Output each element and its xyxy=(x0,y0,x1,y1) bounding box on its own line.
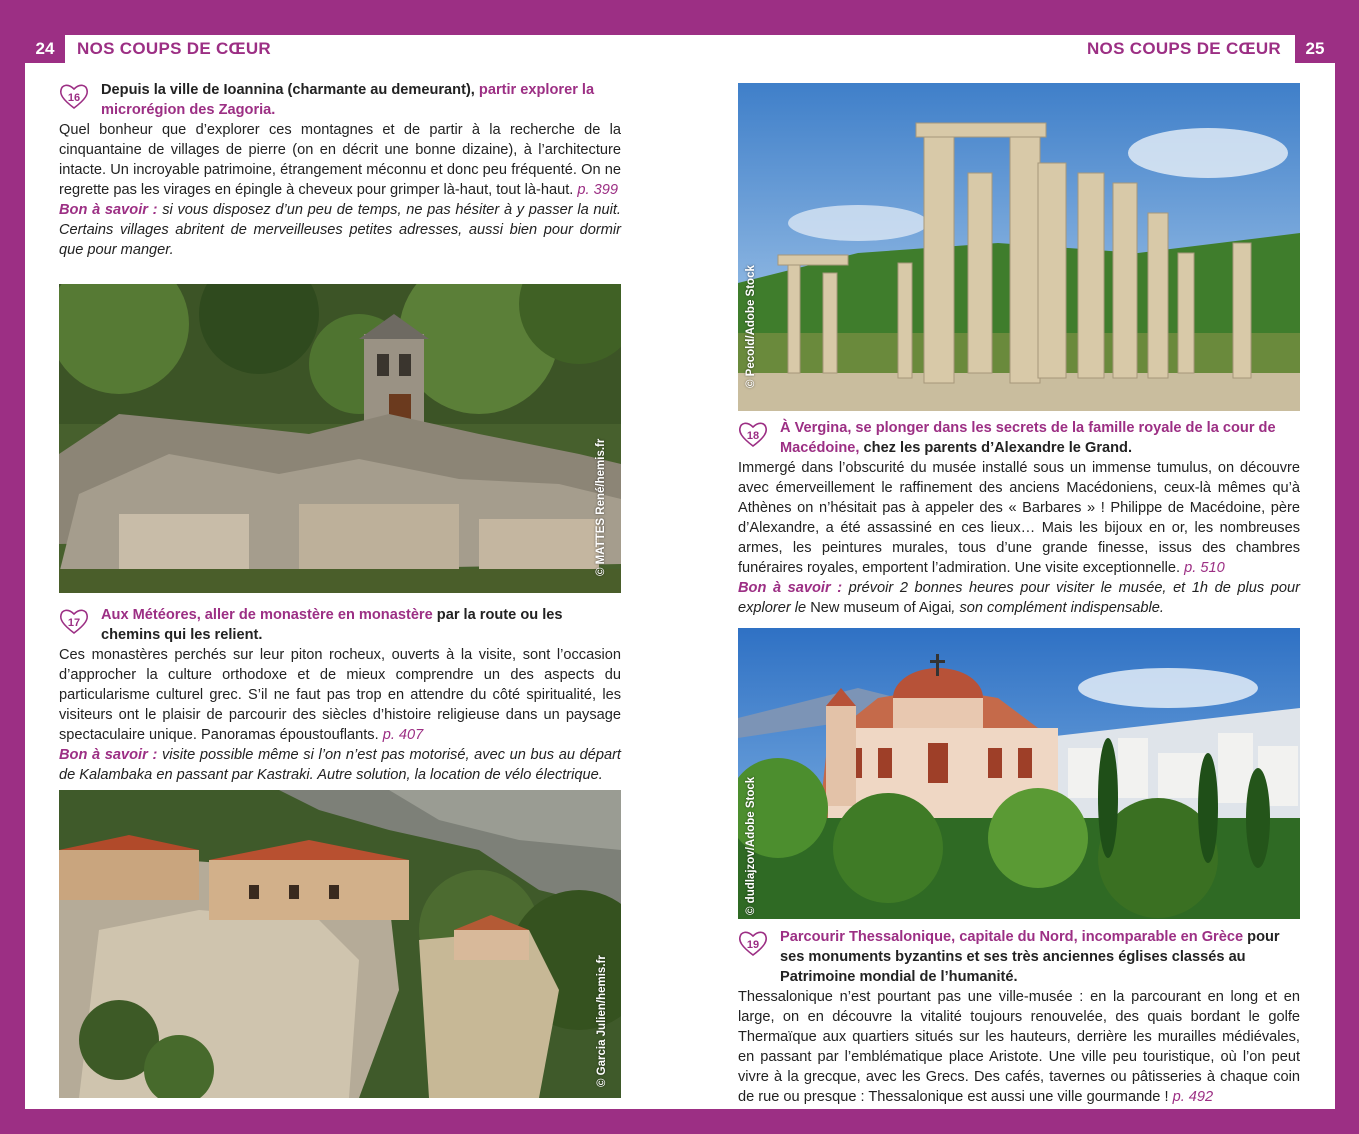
lead-highlight: Aux Météores, aller de monastère en monastère xyxy=(101,607,433,623)
page-reference: p. 510 xyxy=(1184,560,1225,576)
tip-text-end: , son complément indispensable. xyxy=(951,600,1164,616)
item-number: 19 xyxy=(746,939,760,951)
heart-number-badge xyxy=(738,929,768,957)
item-lead xyxy=(101,80,621,120)
item-lead xyxy=(780,927,1300,987)
item-body xyxy=(59,120,621,200)
item-16 xyxy=(59,80,621,260)
photo-credit: © dudlajzov/Adobe Stock xyxy=(745,776,757,915)
item-body xyxy=(59,645,621,745)
page-reference: p. 399 xyxy=(577,182,618,198)
page-reference: p. 492 xyxy=(1172,1089,1214,1105)
item-body xyxy=(738,987,1300,1107)
item-lead xyxy=(780,418,1300,458)
photo-credit: © Garcia Julien/hemis.fr xyxy=(596,955,608,1087)
right-section-title: NOS COUPS DE CŒUR xyxy=(1086,39,1281,58)
tip-text: prévoir 2 bonnes heures pour visiter le musée, et 1h de plus pour explorer le xyxy=(738,580,1300,616)
thessaloniki-church-photo xyxy=(738,628,1300,919)
lead-plain: par la route ou les chemins qui les relient. xyxy=(101,607,563,643)
tip-label: Bon à savoir : xyxy=(738,580,843,596)
lead-highlight: partir explorer la microrégion des Zagoria. xyxy=(101,82,595,118)
left-page-header xyxy=(25,35,271,63)
zagoria-village-photo xyxy=(59,284,621,593)
photo-credit: © Pecold/Adobe Stock xyxy=(745,265,757,388)
item-number: 18 xyxy=(746,430,760,442)
heart-number-badge xyxy=(738,420,768,448)
item-18 xyxy=(738,418,1300,618)
body-text: Quel bonheur que d’explorer ces montagnes et de partir à la recherche de la cinquantaine de villages de pierre (on en décrit une bonne dizaine), à l’architecture intacte. Un incroyable patrimoine, étrangement méconnu et donc peu fréquenté. On ne regrette pas les virages en épingle à cheveux pour grimper là-haut, tout là-haut. xyxy=(59,122,621,198)
lead-highlight: Parcourir Thessalonique, capitale du Nord, incomparable en Grèce xyxy=(780,929,1244,945)
vergina-palace-ruins-photo xyxy=(738,83,1300,411)
heart-number-badge xyxy=(59,607,89,635)
item-number: 16 xyxy=(67,92,81,104)
tip xyxy=(59,745,621,785)
body-text: Thessalonique n’est pourtant pas une ville-musée : en la parcourant en long et en large, on en découvre la vitalité toujours renouvelée, des quais bordant le golfe Thermaïque aux quartiers situés sur les hauteurs, derrière les murailles médiévales, en passant par l’emblématique place Aristote. Une ville peu touristique, où l’on peut vivre à la grecque, avec les Grecs. Des cafés, tavernes ou pâtisseries à chaque coin de rue ou presque : Thessalonique est aussi une ville gourmande ! xyxy=(738,989,1300,1105)
left-section-title: NOS COUPS DE CŒUR xyxy=(77,39,272,58)
item-number: 17 xyxy=(67,617,81,629)
tip-museum-name: New museum of Aigai xyxy=(810,600,952,616)
lead-plain: pour ses monuments byzantins et ses très anciennes églises classés au Patrimoine mondial de l’humanité. xyxy=(780,929,1280,985)
lead-plain: Depuis la ville de Ioannina (charmante au demeurant), xyxy=(101,82,479,98)
lead-plain: chez les parents d’Alexandre le Grand. xyxy=(859,440,1132,456)
tip-label: Bon à savoir : xyxy=(59,202,158,218)
lead-highlight: À Vergina, se plonger dans les secrets de la famille royale de la cour de Macédoine, xyxy=(780,420,1276,456)
item-lead xyxy=(101,605,621,645)
tip-text: si vous disposez d’un peu de temps, ne pas hésiter à y passer la nuit. Certains villages abritent de merveilleuses petites adresses, aussi bien pour dormir que pour manger. xyxy=(59,202,621,258)
left-page-number: 24 xyxy=(25,35,65,63)
page-reference: p. 407 xyxy=(382,727,424,743)
tip xyxy=(738,578,1300,618)
meteora-monastery-photo xyxy=(59,790,621,1098)
tip-label: Bon à savoir : xyxy=(59,747,158,763)
body-text: Ces monastères perchés sur leur piton rocheux, ouverts à la visite, sont l’occasion d’approcher la culture orthodoxe et de mieux comprendre un des aspects du particularisme culturel grec. S’il ne faut pas trop en attendre du côté spiritualité, les visiteurs ont le plaisir de parcourir des siècles d’histoire religieuse dans un paysage spectaculaire unique. Panoramas époustouflants. xyxy=(59,647,621,743)
item-19 xyxy=(738,927,1300,1107)
right-page-number: 25 xyxy=(1295,35,1335,63)
item-body xyxy=(738,458,1300,578)
photo-credit: © MATTES René/hemis.fr xyxy=(595,438,607,576)
tip-text: visite possible même si l’on n’est pas motorisé, avec un bus au départ de Kalambaka en passant par Kastraki. Autre solution, la location de vélo électrique. xyxy=(59,747,621,783)
body-text: Immergé dans l’obscurité du musée installé sous un immense tumulus, on découvre avec émerveillement le raffinement des anciens Macédoniens, ceux-là mêmes qu’à Athènes on n’hésitait pas à appeler des « Barbares » ! Philippe de Macédoine, père d’Alexandre, a été assassiné en ces lieux… Mais les bijoux en or, les nombreuses armes, les peintures murales, tous d’une grande finesse, issus des chambres funéraires royales, emportent l’admiration. Une visite exceptionnelle. xyxy=(738,460,1300,576)
tip xyxy=(59,200,621,260)
item-17 xyxy=(59,605,621,785)
heart-number-badge xyxy=(59,82,89,110)
right-page-header xyxy=(1087,35,1335,63)
